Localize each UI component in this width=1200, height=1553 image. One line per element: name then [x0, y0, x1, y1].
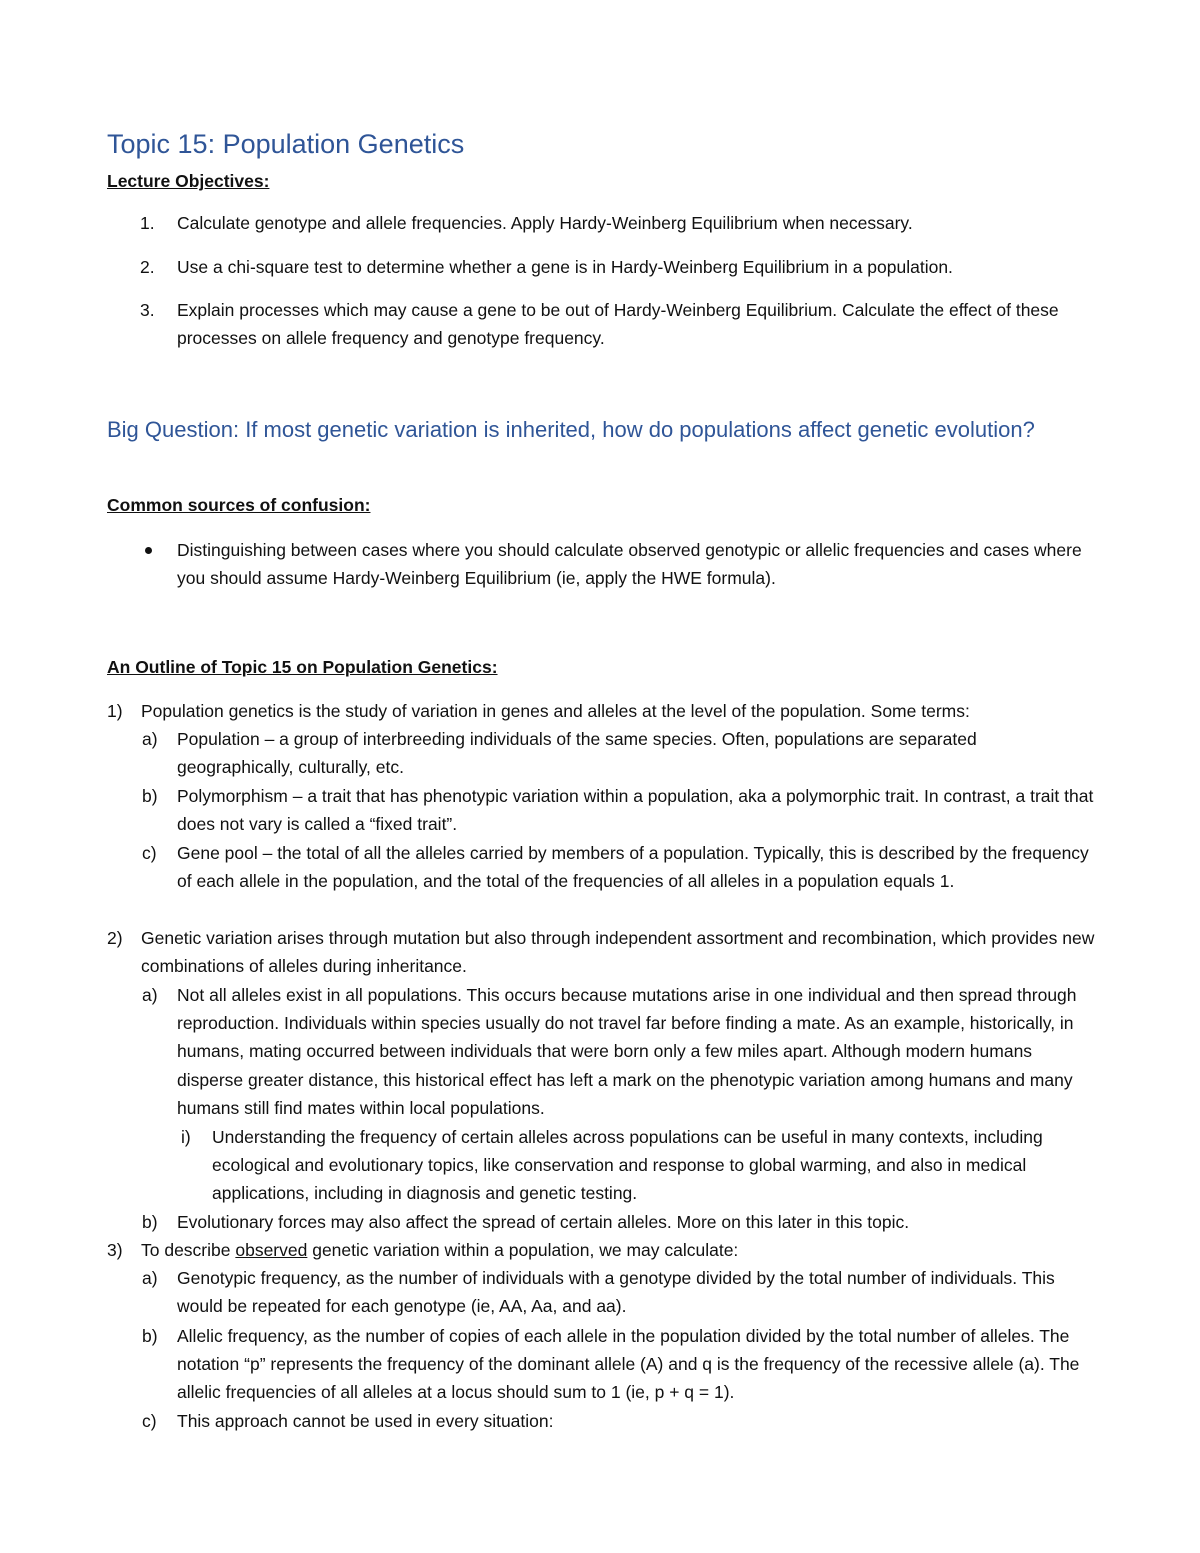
- outline-label: An Outline of Topic 15 on Population Genetics:: [107, 657, 498, 677]
- document-page: Topic 15: Population Genetics Lecture Objectives: 1. Calculate genotype and allele frequencies. Apply Hardy-Weinberg Equilibrium when necessary. 2. Use a chi-square test to determine whether a gene is in Hardy-Weinberg Equilibrium in a population. 3. Explain processes which may cause a gene to be out of Hardy-Weinberg Equilibrium. Calculate the effect of these processes on allele frequency and genotype frequency. Big Question: If most genetic variation is inherited, how do populations affect genetic evolution? Common sources of confusion: Distinguishing between cases where you should calculate observed genotypic or allelic frequencies and cases where you should assume Hardy-Weinberg Equilibrium (ie, apply the HWE formula). An Outline of Topic 15 on Population Genetics: 1) Population genetics is the study of variation in genes and alleles at the level of the population. Some terms: a) Population – a group of interbreeding individuals of the same species. Often, populations are separated geographically, culturally, etc. b) Polymorphism – a trait that has phenotypic variation within a population, aka a polymorphic trait. In contrast, a trait that does not vary is called a “fixed trait”. c) Gene pool – the total of all the alleles carried by members of a population. Typically, this is described by the frequency of each allele in the population, and the total of the frequencies of all alleles in a population equals 1. 2) Genetic variation arises through mutation but also through independent assortment and recombination, which provides new combinations of alleles during inheritance. a) Not all alleles exist in all populations. This occurs because mutations arise in one individual and then spread through reproduction. Individuals within species usually do not travel far before finding a mate. As an example, historically, in humans, mating occurred between individuals that were born only a few miles apart. Although modern humans disperse greater distance, this historical effect has left a mark on the phenotypic variation among humans and many humans still find mates within local populations. i) Understanding the frequency of certain alleles across populations can be useful in many contexts, including ecological and evolutionary topics, like conservation and response to global warming, and also in medical applications, including in diagnosis and genetic testing. b) Evolutionary forces may also affect the spread of certain alleles. More on this later in this topic. 3) To describe observed genetic variation within a population, we may calculate: a) Genotypic frequency, as the number of individuals with a genotype divided by the total number of individuals. This would be repeated for each genotype (ie, AA, Aa, and aa). b) Allelic frequency, as the number of copies of each allele in the population divided by the total number of alleles. The notation “p” represents the frequency of the dominant allele (A) and q is the frequency of the recessive allele (a). The allelic frequencies of all alleles at a locus should sum to 1 (ie, p + q = 1). c) This approach cannot be used in every situation:: [0, 0, 1200, 1553]
- confusion-label: Common sources of confusion:: [107, 495, 371, 515]
- page-title: Topic 15: Population Genetics: [107, 129, 465, 159]
- objectives-label: Lecture Objectives:: [107, 171, 270, 191]
- observed-emphasis: observed: [235, 1240, 308, 1260]
- big-question: Big Question: If most genetic variation is inherited, how do populations affect genetic evolution?: [107, 417, 1035, 442]
- bullet-icon: [145, 547, 152, 554]
